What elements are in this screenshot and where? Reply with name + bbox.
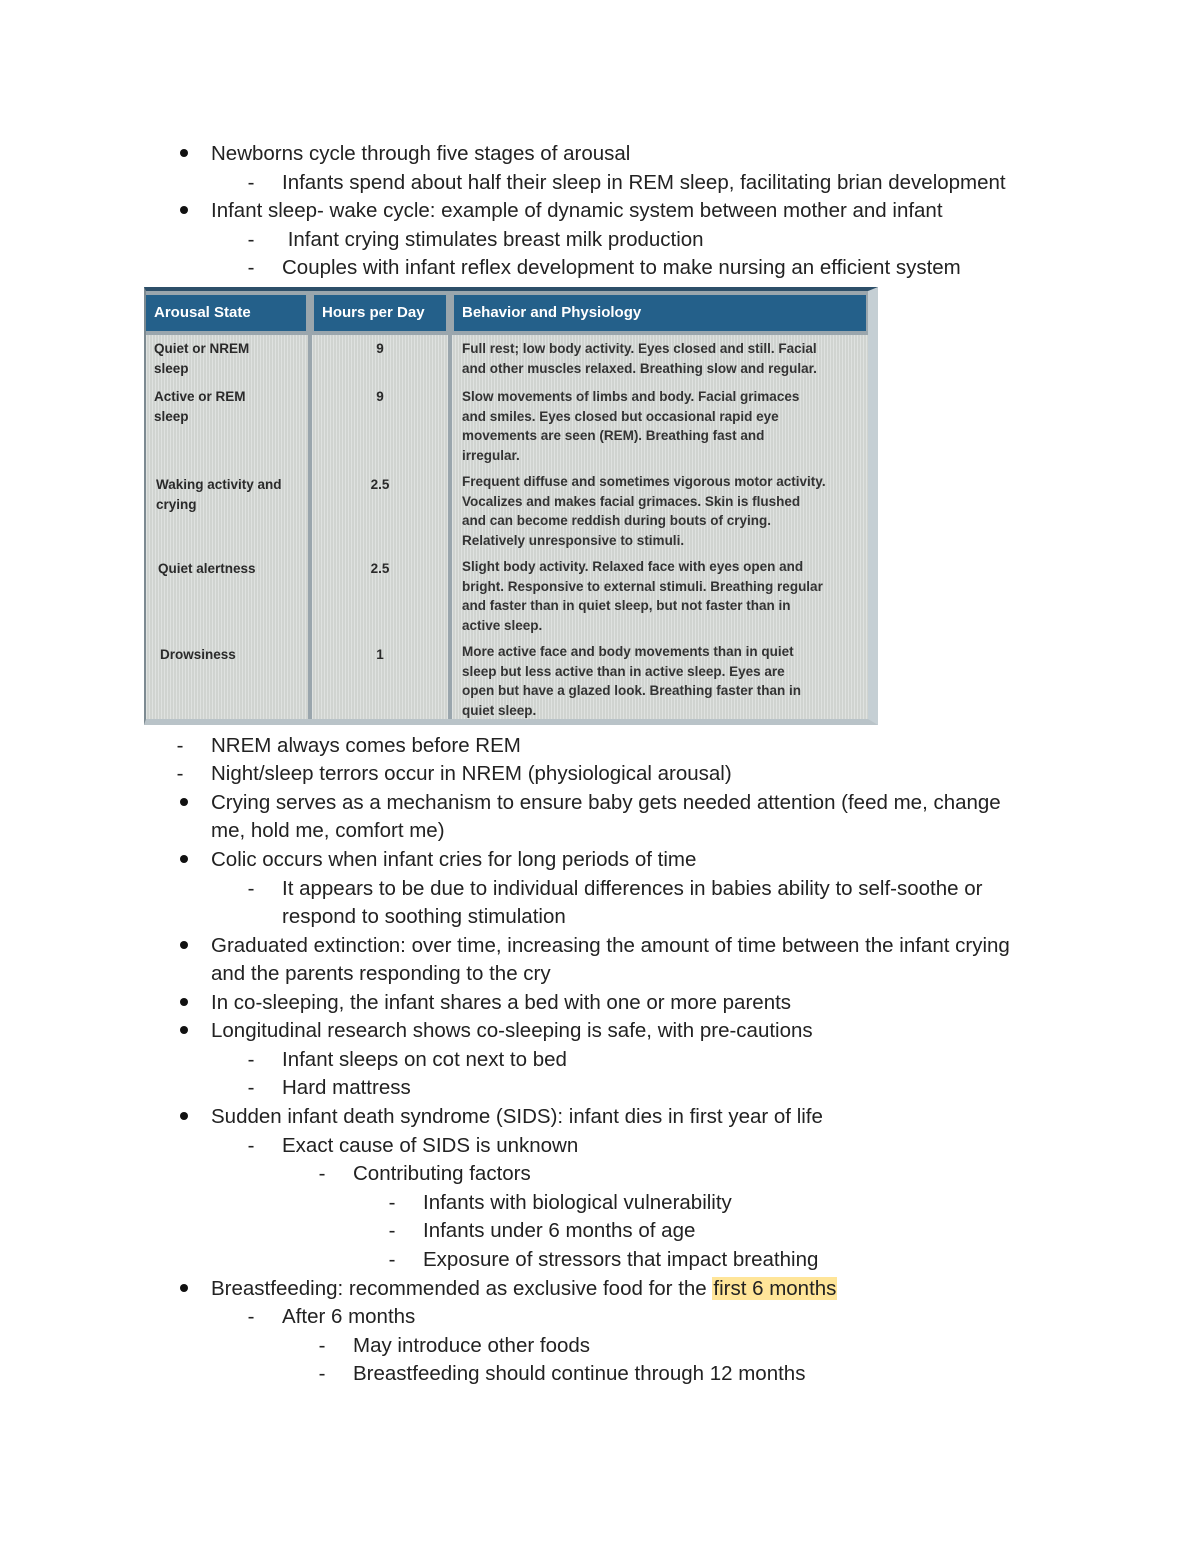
header-behavior: Behavior and Physiology	[454, 295, 866, 331]
dash-marker: -	[247, 171, 255, 194]
dash-marker: -	[388, 1248, 396, 1271]
bullet-marker	[174, 1103, 194, 1131]
table-cell-state: Waking activity and crying	[156, 477, 282, 512]
dash-marker: -	[247, 256, 255, 279]
bullet-marker	[174, 932, 194, 960]
table-cell-hours: 9	[376, 389, 384, 404]
dash-marker: -	[176, 734, 184, 757]
bullet-marker	[174, 1017, 194, 1045]
dash-marker: -	[247, 1134, 255, 1157]
table-cell-desc: Full rest; low body activity. Eyes closed and still. Facial and other muscles relaxed. Breathing slow and regular.	[462, 341, 817, 376]
dash-marker: -	[388, 1191, 396, 1214]
table-cell-desc: More active face and body movements than in quiet sleep but less active than in active sleep. Eyes are open but have a glazed look. Breathing faster than in quiet sleep.	[462, 644, 802, 718]
bullet-marker	[174, 197, 194, 225]
dash-marker: -	[247, 1076, 255, 1099]
bullet-marker	[174, 1275, 194, 1303]
dash-marker: -	[176, 762, 184, 785]
table-cell-state: Drowsiness	[160, 647, 236, 662]
table-cell-state: Quiet or NREM sleep	[154, 341, 250, 376]
table-cell-hours: 1	[376, 647, 384, 662]
table-cell-state: Quiet alertness	[158, 561, 256, 576]
table-cell-state: Active or REM sleep	[154, 389, 246, 424]
header-hours-per-day: Hours per Day	[314, 295, 446, 331]
table-cell-desc: Frequent diffuse and sometimes vigorous motor activity. Vocalizes and makes facial grimaces. Skin is flushed and can become reddish during bouts of crying. Relatively unresponsive to stimuli.	[462, 474, 826, 548]
dash-marker: -	[388, 1219, 396, 1242]
bullet-marker	[174, 989, 194, 1017]
table-photo	[144, 287, 878, 725]
highlighted-text: first 6 months	[713, 1277, 837, 1300]
bullet-marker	[174, 140, 194, 168]
bullet-marker	[174, 846, 194, 874]
table-cell-hours: 2.5	[370, 561, 390, 576]
dash-marker: -	[318, 1162, 326, 1185]
dash-marker: -	[318, 1362, 326, 1385]
dash-marker: -	[247, 228, 255, 251]
table-cell-hours: 9	[376, 341, 384, 356]
dash-marker: -	[318, 1334, 326, 1357]
table-cell-desc: Slow movements of limbs and body. Facial grimaces and smiles. Eyes closed but occasional rapid eye movements are seen (REM). Breathing fast and irregular.	[462, 389, 800, 463]
dash-marker: -	[247, 1305, 255, 1328]
header-arousal-state: Arousal State	[146, 295, 306, 331]
dash-marker: -	[247, 1048, 255, 1071]
table-cell-desc: Slight body activity. Relaxed face with eyes open and bright. Responsive to external stimuli. Breathing regular and faster than in quiet sleep, but not faster than in active sleep.	[462, 559, 823, 633]
table-cell-hours: 2.5	[370, 477, 390, 492]
bullet-marker	[174, 789, 194, 817]
dash-marker: -	[247, 877, 255, 900]
arousal-states-table	[146, 291, 868, 719]
